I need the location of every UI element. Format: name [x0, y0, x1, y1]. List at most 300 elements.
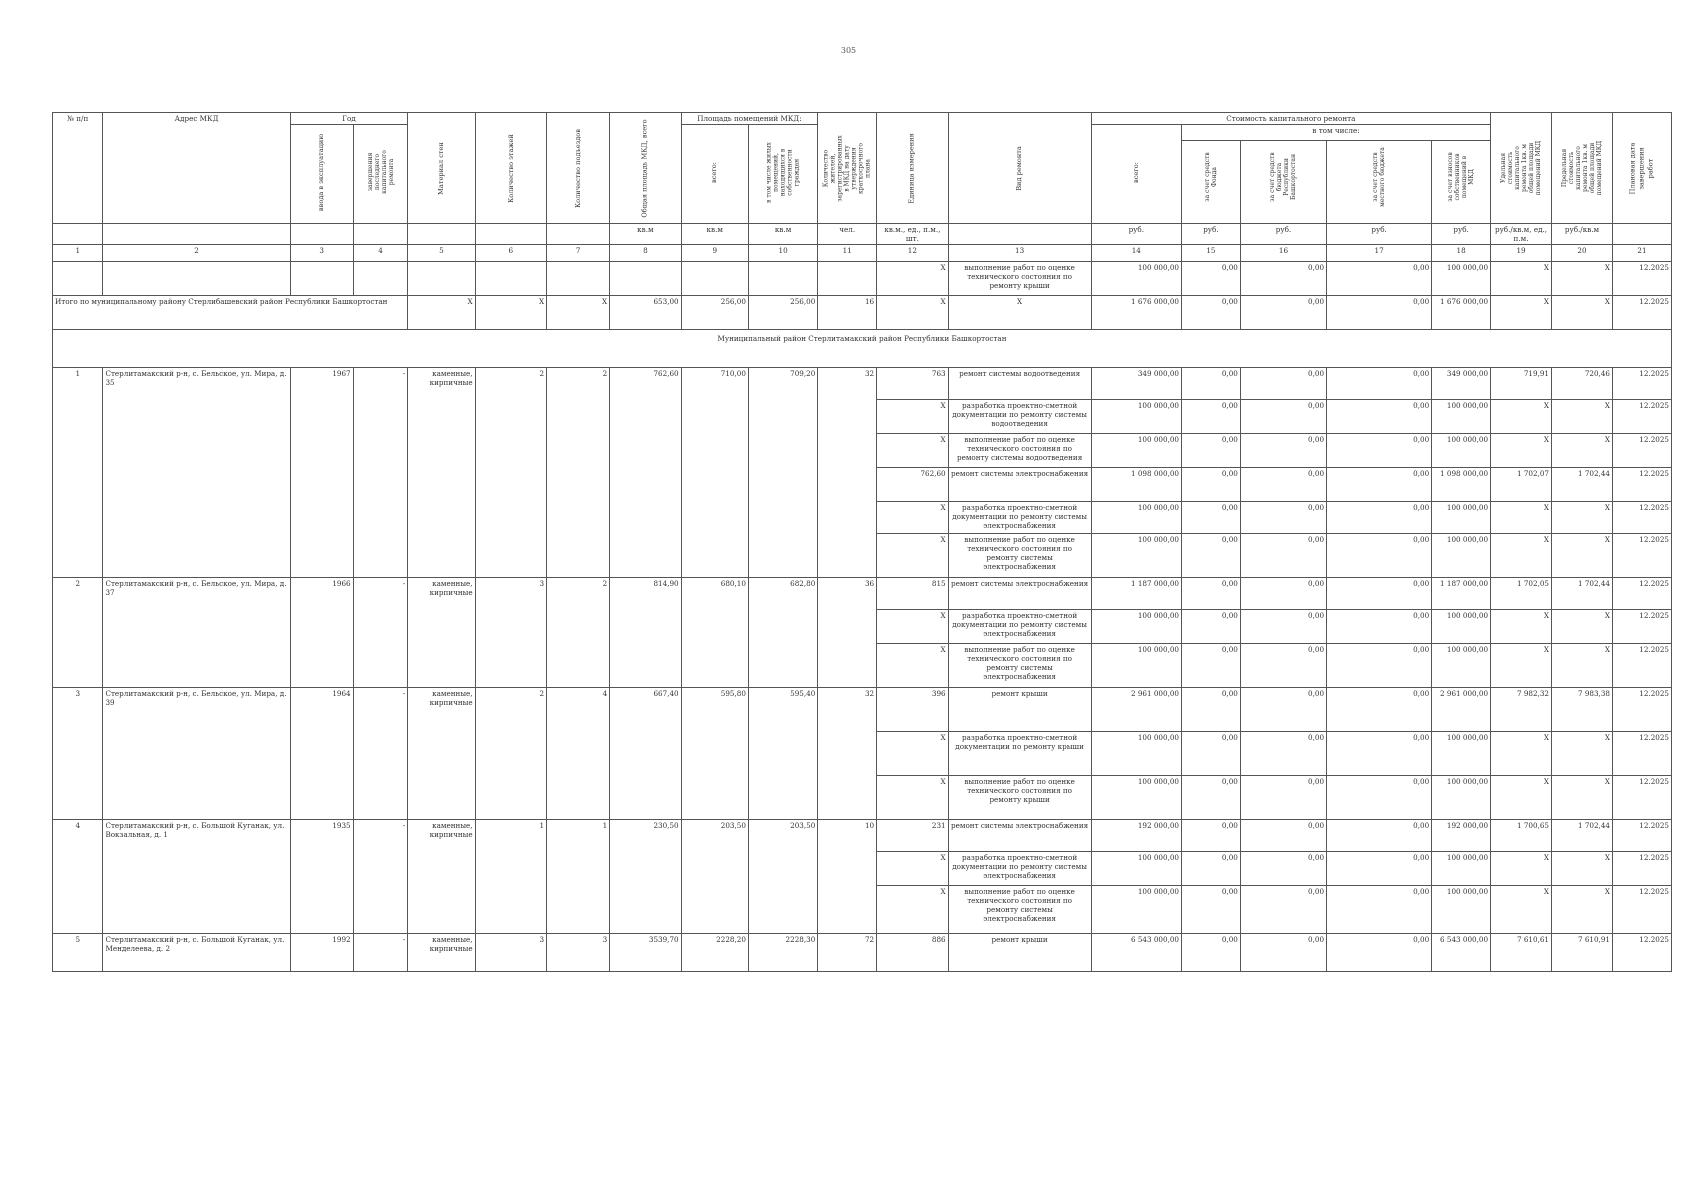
entrances: [547, 502, 610, 534]
residents: 72: [818, 934, 877, 972]
total-c10: 256,00: [748, 296, 817, 330]
cost-rb-budget: 0,00: [1240, 688, 1326, 732]
entrances: [547, 534, 610, 578]
total-area: 667,40: [610, 688, 681, 732]
unit-cell: [408, 224, 475, 245]
table-row: [53, 820, 1672, 852]
total-c15: 0,00: [1182, 296, 1241, 330]
residents: 32: [818, 368, 877, 400]
hdr-total-area: Общая площадь МКД, всего: [610, 113, 681, 224]
total-c7: X: [547, 296, 610, 330]
hdr-rb-budget: за счет средств бюджета Республики Башкортостан: [1240, 141, 1326, 224]
limit-cost: 1 702,44: [1552, 578, 1613, 610]
area-residential: 709,20: [748, 368, 817, 400]
hdr-residents: Количество жителей, зарегистрированных в МКД на дату утверждения краткосрочного плана: [818, 113, 877, 224]
address: Стерлитамакский р-н, с. Бельское, ул. Мира, д. 37: [103, 578, 290, 610]
total-area: 814,90: [610, 578, 681, 610]
area-residential: 595,40: [748, 688, 817, 732]
residents: [818, 468, 877, 502]
specific-cost: X: [1491, 644, 1552, 688]
area-residential: 2228,30: [748, 934, 817, 972]
work-unit: X: [877, 434, 948, 468]
floors: [475, 468, 546, 502]
cost-fund: 0,00: [1182, 776, 1241, 820]
column-number: 3: [290, 245, 353, 262]
area-residential: [748, 434, 817, 468]
entrances: [547, 732, 610, 776]
cost-rb-budget: 0,00: [1240, 610, 1326, 644]
limit-cost: X: [1552, 610, 1613, 644]
area-all: 680,10: [681, 578, 748, 610]
cost-fund: 0,00: [1182, 644, 1241, 688]
column-number: 12: [877, 245, 948, 262]
work-unit: X: [877, 852, 948, 886]
wall-material: [408, 610, 475, 644]
plan-date: 12.2025: [1612, 502, 1671, 534]
year-built: 1967: [290, 368, 353, 400]
row-number: [53, 732, 103, 776]
cost-total: 349 000,00: [1091, 368, 1181, 400]
wall-material: каменные, кирпичные: [408, 820, 475, 852]
column-number: 14: [1091, 245, 1181, 262]
cost-owners: 100 000,00: [1432, 852, 1491, 886]
cost-owners: 100 000,00: [1432, 400, 1491, 434]
table-row: [53, 776, 1672, 820]
limit-cost: 1 702,44: [1552, 820, 1613, 852]
last-repair-year: [353, 434, 408, 468]
hdr-last-repair: завершения последнего капитального ремонта: [353, 125, 408, 224]
work-unit: 763: [877, 368, 948, 400]
hdr-area-res: в том числе жилых помещений, находящихся в собственности граждан: [748, 125, 817, 224]
wall-material: [408, 434, 475, 468]
wall-material: [408, 732, 475, 776]
cost-owners: 192 000,00: [1432, 820, 1491, 852]
wall-material: [408, 400, 475, 434]
cost-fund: 0,00: [1182, 732, 1241, 776]
cost-owners: 100 000,00: [1432, 502, 1491, 534]
residents: [818, 644, 877, 688]
entrances: [547, 852, 610, 886]
address: Стерлитамакский р-н, с. Бельское, ул. Мира, д. 39: [103, 688, 290, 732]
unit-cell: чел.: [818, 224, 877, 245]
cost-owners: 100 000,00: [1432, 732, 1491, 776]
cost-rb-budget: 0,00: [1240, 434, 1326, 468]
column-number: 2: [103, 245, 290, 262]
cost-local-budget: 0,00: [1327, 434, 1432, 468]
cost-local-budget: 0,00: [1327, 502, 1432, 534]
address: [103, 434, 290, 468]
cost-total: 100 000,00: [1091, 502, 1181, 534]
last-repair-year: [353, 400, 408, 434]
page-number: 305: [840, 46, 857, 55]
work-unit: X: [877, 400, 948, 434]
work-unit: 396: [877, 688, 948, 732]
area-residential: [748, 502, 817, 534]
hdr-material: Материал стен: [408, 113, 475, 224]
specific-cost: X: [1491, 434, 1552, 468]
cost-local-budget: 0,00: [1327, 820, 1432, 852]
row-number: 1: [53, 368, 103, 400]
last-repair-year: [353, 534, 408, 578]
year-built: [290, 400, 353, 434]
area-all: [681, 776, 748, 820]
floors: [475, 732, 546, 776]
limit-cost: X: [1552, 776, 1613, 820]
residents: [818, 534, 877, 578]
total-area: [610, 776, 681, 820]
cost-rb-budget: 0,00: [1240, 368, 1326, 400]
cost-local-budget: 0,00: [1327, 688, 1432, 732]
table-row: [53, 934, 1672, 972]
cost-owners: 100 000,00: [1432, 434, 1491, 468]
unit-cell: кв.м: [748, 224, 817, 245]
residents: [818, 886, 877, 934]
floors: [475, 852, 546, 886]
column-number: 5: [408, 245, 475, 262]
cost-rb-budget: 0,00: [1240, 578, 1326, 610]
floors: [475, 434, 546, 468]
area-all: 595,80: [681, 688, 748, 732]
wall-material: [408, 468, 475, 502]
table-row: [53, 688, 1672, 732]
column-number: 1: [53, 245, 103, 262]
residents: 32: [818, 688, 877, 732]
cost-fund: 0,00: [1182, 368, 1241, 400]
cost-fund: 0,00: [1182, 852, 1241, 886]
work-unit: X: [877, 886, 948, 934]
cost-local-budget: 0,00: [1327, 934, 1432, 972]
total-area: [610, 610, 681, 644]
repair-kind: разработка проектно-сметной документации по ремонту системы водоотведения: [948, 400, 1091, 434]
hdr-num: № п/п: [53, 113, 103, 224]
specific-cost: X: [1491, 886, 1552, 934]
last-repair-year: -: [353, 688, 408, 732]
cost-rb-budget: 0,00: [1240, 776, 1326, 820]
limit-cost: 7 610,91: [1552, 934, 1613, 972]
cost-local-budget: 0,00: [1327, 578, 1432, 610]
floors: 2: [475, 688, 546, 732]
hdr-kind: Вид ремонта: [948, 113, 1091, 224]
hdr-cost-all: всего:: [1091, 125, 1181, 224]
cost-fund: 0,00: [1182, 502, 1241, 534]
cost-owners: 100 000,00: [1432, 776, 1491, 820]
row-number: [53, 434, 103, 468]
year-built: 1964: [290, 688, 353, 732]
limit-cost: X: [1552, 400, 1613, 434]
carry-spec: X: [1491, 262, 1552, 296]
units-row: [53, 224, 1672, 245]
repair-kind: разработка проектно-сметной документации по ремонту системы электроснабжения: [948, 852, 1091, 886]
specific-cost: X: [1491, 610, 1552, 644]
column-number: 15: [1182, 245, 1241, 262]
area-residential: [748, 468, 817, 502]
cost-rb-budget: 0,00: [1240, 502, 1326, 534]
address: [103, 534, 290, 578]
area-all: 203,50: [681, 820, 748, 852]
table-row: [53, 732, 1672, 776]
column-number: 20: [1552, 245, 1613, 262]
entrances: 4: [547, 688, 610, 732]
carry-total: 100 000,00: [1091, 262, 1181, 296]
cost-total: 2 961 000,00: [1091, 688, 1181, 732]
repair-kind: выполнение работ по оценке технического состояния по ремонту системы электроснабжения: [948, 886, 1091, 934]
repair-plan-table: [52, 112, 1672, 972]
repair-kind: ремонт системы водоотведения: [948, 368, 1091, 400]
plan-date: 12.2025: [1612, 534, 1671, 578]
row-number: 5: [53, 934, 103, 972]
total-c6: X: [475, 296, 546, 330]
cost-total: 100 000,00: [1091, 644, 1181, 688]
cost-rb-budget: 0,00: [1240, 644, 1326, 688]
residents: [818, 400, 877, 434]
year-built: 1992: [290, 934, 353, 972]
row-number: [53, 400, 103, 434]
cost-owners: 349 000,00: [1432, 368, 1491, 400]
unit-cell: кв.м: [681, 224, 748, 245]
cost-fund: 0,00: [1182, 434, 1241, 468]
cost-fund: 0,00: [1182, 688, 1241, 732]
last-repair-year: -: [353, 820, 408, 852]
work-unit: 886: [877, 934, 948, 972]
specific-cost: X: [1491, 732, 1552, 776]
address: [103, 852, 290, 886]
wall-material: [408, 502, 475, 534]
entrances: 2: [547, 368, 610, 400]
limit-cost: 1 702,44: [1552, 468, 1613, 502]
wall-material: каменные, кирпичные: [408, 578, 475, 610]
floors: 1: [475, 820, 546, 852]
hdr-plan-date: Плановая дата завершения работ: [1612, 113, 1671, 224]
wall-material: каменные, кирпичные: [408, 368, 475, 400]
repair-kind: ремонт системы электроснабжения: [948, 820, 1091, 852]
row-number: 3: [53, 688, 103, 732]
last-repair-year: [353, 732, 408, 776]
specific-cost: 1 702,07: [1491, 468, 1552, 502]
column-number: 19: [1491, 245, 1552, 262]
cost-rb-budget: 0,00: [1240, 732, 1326, 776]
limit-cost: X: [1552, 502, 1613, 534]
last-repair-year: [353, 610, 408, 644]
total-c14: 1 676 000,00: [1091, 296, 1181, 330]
total-area: 230,50: [610, 820, 681, 852]
entrances: [547, 644, 610, 688]
total-label: Итого по муниципальному району Стерлибашевский район Республики Башкортостан: [53, 296, 408, 330]
work-unit: X: [877, 644, 948, 688]
repair-kind: выполнение работ по оценке технического состояния по ремонту системы электроснабжения: [948, 644, 1091, 688]
hdr-built: ввода в эксплуатацию: [290, 125, 353, 224]
total-area: [610, 534, 681, 578]
column-number: 9: [681, 245, 748, 262]
total-c11: 16: [818, 296, 877, 330]
specific-cost: 719,91: [1491, 368, 1552, 400]
cost-owners: 100 000,00: [1432, 534, 1491, 578]
residents: 36: [818, 578, 877, 610]
carry-owners: 100 000,00: [1432, 262, 1491, 296]
hdr-fund: за счет средств Фонда: [1182, 141, 1241, 224]
year-built: [290, 852, 353, 886]
cost-rb-budget: 0,00: [1240, 534, 1326, 578]
limit-cost: X: [1552, 732, 1613, 776]
area-all: [681, 732, 748, 776]
repair-kind: разработка проектно-сметной документации по ремонту системы электроснабжения: [948, 502, 1091, 534]
wall-material: [408, 644, 475, 688]
area-residential: [748, 644, 817, 688]
plan-date: 12.2025: [1612, 368, 1671, 400]
floors: 3: [475, 578, 546, 610]
unit-cell: руб.: [1240, 224, 1326, 245]
address: Стерлитамакский р-н, с. Большой Куганак, ул. Вокзальная, д. 1: [103, 820, 290, 852]
cost-total: 1 187 000,00: [1091, 578, 1181, 610]
wall-material: [408, 852, 475, 886]
area-all: [681, 502, 748, 534]
column-number: 6: [475, 245, 546, 262]
area-all: [681, 644, 748, 688]
area-all: [681, 434, 748, 468]
hdr-area-group: Площадь помещений МКД:: [681, 113, 818, 125]
specific-cost: X: [1491, 502, 1552, 534]
address: [103, 732, 290, 776]
area-residential: [748, 610, 817, 644]
cost-owners: 6 543 000,00: [1432, 934, 1491, 972]
unit-cell: руб.: [1091, 224, 1181, 245]
plan-date: 12.2025: [1612, 732, 1671, 776]
cost-local-budget: 0,00: [1327, 644, 1432, 688]
cost-local-budget: 0,00: [1327, 852, 1432, 886]
address: [103, 610, 290, 644]
total-area: 762,60: [610, 368, 681, 400]
last-repair-year: [353, 776, 408, 820]
total-area: [610, 852, 681, 886]
row-number: [53, 644, 103, 688]
work-unit: X: [877, 732, 948, 776]
hdr-owners: за счет взносов собственников помещений в МКД: [1432, 141, 1491, 224]
cost-owners: 2 961 000,00: [1432, 688, 1491, 732]
year-built: [290, 886, 353, 934]
year-built: [290, 610, 353, 644]
cost-fund: 0,00: [1182, 934, 1241, 972]
floors: [475, 644, 546, 688]
residents: [818, 732, 877, 776]
cost-local-budget: 0,00: [1327, 776, 1432, 820]
work-unit: 815: [877, 578, 948, 610]
plan-date: 12.2025: [1612, 886, 1671, 934]
total-area: 3539,70: [610, 934, 681, 972]
work-unit: X: [877, 776, 948, 820]
cost-rb-budget: 0,00: [1240, 886, 1326, 934]
table-row: [53, 644, 1672, 688]
hdr-entrances: Количество подъездов: [547, 113, 610, 224]
cost-rb-budget: 0,00: [1240, 820, 1326, 852]
entrances: 3: [547, 934, 610, 972]
specific-cost: 1 700,65: [1491, 820, 1552, 852]
row-number: 2: [53, 578, 103, 610]
last-repair-year: [353, 852, 408, 886]
unit-cell: руб./кв.м: [1552, 224, 1613, 245]
hdr-limit-cost: Предельная стоимость капитального ремонта 1кв. м общей площади помещений МКД: [1552, 113, 1613, 224]
table-row: [53, 578, 1672, 610]
unit-cell: [290, 224, 353, 245]
cost-local-budget: 0,00: [1327, 400, 1432, 434]
specific-cost: X: [1491, 776, 1552, 820]
row-number: [53, 610, 103, 644]
total-area: [610, 468, 681, 502]
residents: [818, 502, 877, 534]
area-all: 2228,20: [681, 934, 748, 972]
entrances: [547, 610, 610, 644]
total-c18: 1 676 000,00: [1432, 296, 1491, 330]
cost-total: 100 000,00: [1091, 534, 1181, 578]
hdr-year-group: Год: [290, 113, 408, 125]
entrances: [547, 434, 610, 468]
cost-local-budget: 0,00: [1327, 886, 1432, 934]
plan-date: 12.2025: [1612, 610, 1671, 644]
carry-fund: 0,00: [1182, 262, 1241, 296]
entrances: [547, 886, 610, 934]
limit-cost: X: [1552, 886, 1613, 934]
unit-cell: кв.м: [610, 224, 681, 245]
work-unit: X: [877, 534, 948, 578]
floors: [475, 886, 546, 934]
specific-cost: 1 702,05: [1491, 578, 1552, 610]
cost-total: 100 000,00: [1091, 434, 1181, 468]
hdr-floors: Количество этажей: [475, 113, 546, 224]
cost-fund: 0,00: [1182, 610, 1241, 644]
entrances: [547, 776, 610, 820]
plan-date: 12.2025: [1612, 776, 1671, 820]
last-repair-year: [353, 886, 408, 934]
cost-local-budget: 0,00: [1327, 732, 1432, 776]
carry-unit: X: [877, 262, 948, 296]
plan-date: 12.2025: [1612, 578, 1671, 610]
repair-kind: выполнение работ по оценке технического состояния по ремонту системы электроснабжения: [948, 534, 1091, 578]
cost-owners: 100 000,00: [1432, 610, 1491, 644]
limit-cost: 7 983,38: [1552, 688, 1613, 732]
unit-cell: руб.: [1432, 224, 1491, 245]
repair-kind: разработка проектно-сметной документации по ремонту системы электроснабжения: [948, 610, 1091, 644]
total-area: [610, 434, 681, 468]
cost-local-budget: 0,00: [1327, 468, 1432, 502]
address: [103, 468, 290, 502]
total-c17: 0,00: [1327, 296, 1432, 330]
total-area: [610, 400, 681, 434]
repair-kind: ремонт крыши: [948, 934, 1091, 972]
work-unit: 231: [877, 820, 948, 852]
last-repair-year: -: [353, 934, 408, 972]
cost-total: 100 000,00: [1091, 776, 1181, 820]
total-area: [610, 732, 681, 776]
residents: [818, 610, 877, 644]
cost-fund: 0,00: [1182, 820, 1241, 852]
cost-rb-budget: 0,00: [1240, 852, 1326, 886]
area-residential: [748, 732, 817, 776]
cost-total: 6 543 000,00: [1091, 934, 1181, 972]
unit-cell: [948, 224, 1091, 245]
last-repair-year: [353, 502, 408, 534]
entrances: [547, 468, 610, 502]
plan-date: 12.2025: [1612, 820, 1671, 852]
year-built: 1966: [290, 578, 353, 610]
year-built: [290, 534, 353, 578]
cost-fund: 0,00: [1182, 886, 1241, 934]
area-all: [681, 852, 748, 886]
unit-cell: [353, 224, 408, 245]
area-all: [681, 886, 748, 934]
year-built: [290, 644, 353, 688]
plan-date: 12.2025: [1612, 468, 1671, 502]
total-area: [610, 644, 681, 688]
floors: [475, 776, 546, 820]
unit-cell: [1612, 224, 1671, 245]
